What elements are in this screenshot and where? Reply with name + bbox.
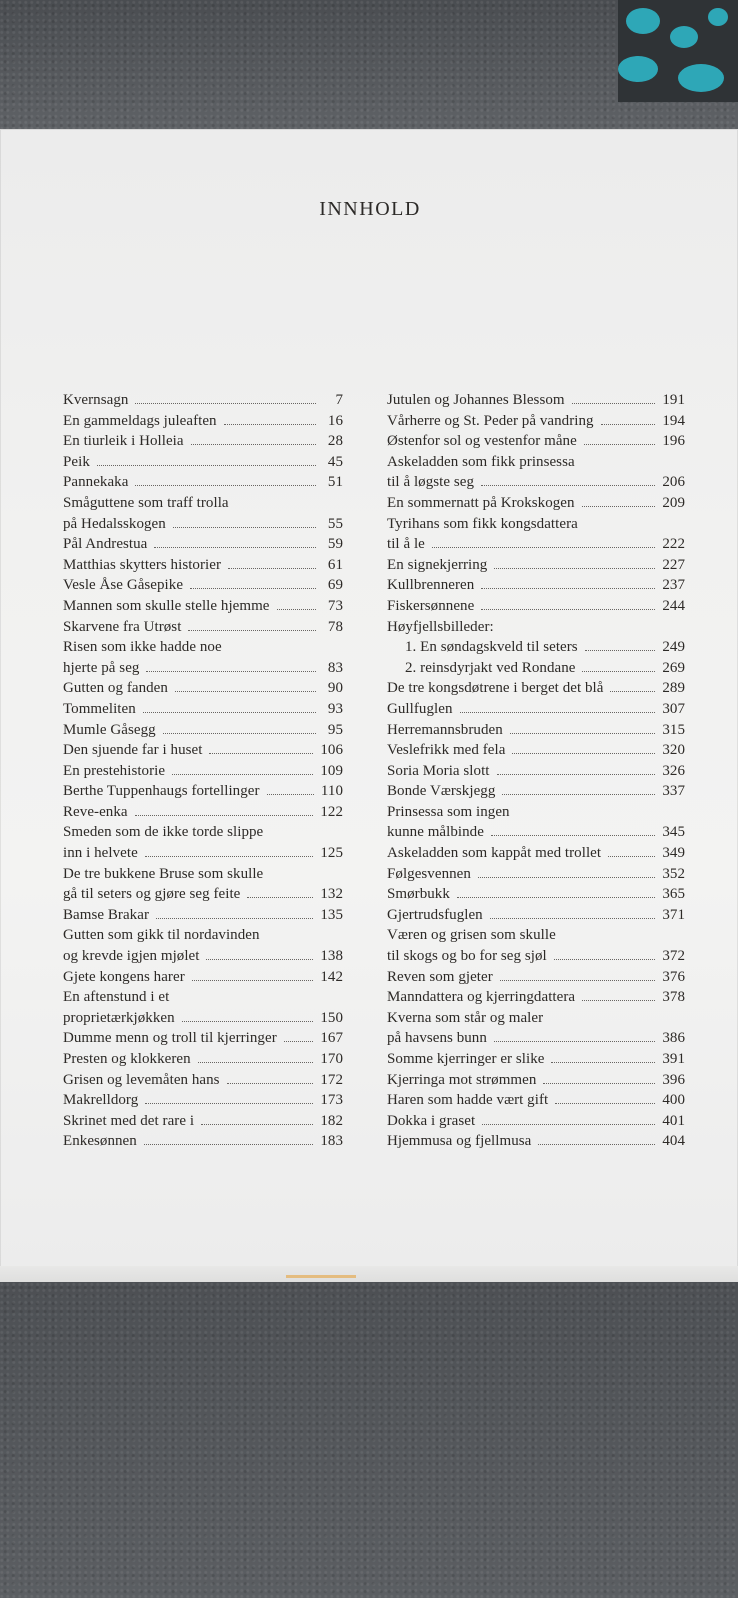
toc-entry-title: En sommernatt på Krokskogen bbox=[387, 494, 575, 511]
toc-entry-page-number: 376 bbox=[662, 968, 685, 985]
toc-entry bbox=[387, 843, 685, 864]
toc-entry-page-number: 45 bbox=[327, 453, 343, 470]
toc-entry bbox=[63, 658, 343, 679]
toc-entry bbox=[387, 431, 685, 452]
toc-leader-dots bbox=[201, 1124, 313, 1125]
toc-entry bbox=[63, 802, 343, 823]
toc-entry bbox=[387, 452, 685, 473]
toc-entry bbox=[63, 905, 343, 926]
toc-entry-title: og krevde igjen mjølet bbox=[63, 948, 200, 965]
toc-entry-title: Gjertrudsfuglen bbox=[387, 906, 483, 923]
teal-pattern-shape bbox=[626, 8, 660, 34]
toc-entry-title: proprietærkjøkken bbox=[63, 1009, 175, 1026]
toc-entry-title: Skrinet med det rare i bbox=[63, 1112, 195, 1129]
toc-entry-page-number: 59 bbox=[327, 536, 343, 553]
toc-leader-dots bbox=[192, 980, 314, 981]
toc-entry bbox=[63, 514, 343, 535]
toc-entry bbox=[63, 411, 343, 432]
toc-entry bbox=[387, 1049, 685, 1070]
toc-entry-page-number: 110 bbox=[320, 783, 343, 800]
toc-entry bbox=[387, 575, 685, 596]
toc-entry-page-number: 150 bbox=[320, 1009, 343, 1026]
toc-entry-title: Reven som gjeter bbox=[387, 968, 493, 985]
toc-entry bbox=[387, 472, 685, 493]
toc-entry bbox=[63, 534, 343, 555]
toc-entry-title: Smørbukk bbox=[387, 886, 450, 903]
toc-leader-dots bbox=[175, 691, 316, 692]
toc-entry-title: Gullfuglen bbox=[387, 700, 453, 717]
toc-entry-title: Kvernsagn bbox=[63, 392, 129, 408]
toc-leader-dots bbox=[481, 485, 655, 486]
toc-entry bbox=[387, 761, 685, 782]
toc-entry-page-number: 404 bbox=[662, 1133, 685, 1150]
toc-entry-page-number: 55 bbox=[327, 515, 343, 532]
toc-leader-dots bbox=[500, 980, 656, 981]
toc-entry bbox=[387, 390, 685, 411]
toc-entry-title: Kjerringa mot strømmen bbox=[387, 1071, 537, 1088]
toc-entry-page-number: 61 bbox=[327, 556, 343, 573]
toc-entry-title: Makrelldorg bbox=[63, 1092, 139, 1109]
toc-entry-page-number: 391 bbox=[662, 1051, 685, 1067]
toc-entry bbox=[63, 452, 343, 473]
toc-entry-page-number: 365 bbox=[662, 886, 685, 903]
toc-leader-dots bbox=[172, 774, 313, 775]
toc-entry-title: Risen som ikke hadde noe bbox=[63, 639, 222, 656]
toc-entry-title: Herremannsbruden bbox=[387, 721, 503, 738]
toc-entry-title: gå til seters og gjøre seg feite bbox=[63, 886, 241, 903]
toc-entry bbox=[63, 1049, 343, 1070]
toc-entry bbox=[387, 658, 685, 679]
fabric-background-bottom bbox=[0, 1282, 738, 1598]
toc-leader-dots bbox=[146, 671, 316, 672]
toc-entry bbox=[63, 637, 343, 658]
toc-leader-dots bbox=[277, 609, 316, 610]
toc-leader-dots bbox=[510, 733, 656, 734]
toc-entry-page-number: 352 bbox=[662, 865, 685, 882]
toc-entry-title: En tiurleik i Holleia bbox=[63, 433, 184, 450]
toc-leader-dots bbox=[551, 1062, 655, 1063]
toc-leader-dots bbox=[156, 918, 313, 919]
toc-entry-title: Dokka i graset bbox=[387, 1112, 476, 1129]
toc-entry-page-number: 289 bbox=[662, 680, 685, 697]
toc-entry-page-number: 78 bbox=[327, 618, 343, 635]
toc-entry-title: Matthias skytters historier bbox=[63, 556, 221, 573]
toc-entry-page-number: 244 bbox=[662, 597, 685, 614]
toc-entry-page-number: 337 bbox=[662, 783, 685, 800]
toc-leader-dots bbox=[497, 774, 656, 775]
toc-leader-dots bbox=[582, 671, 655, 672]
toc-entry bbox=[63, 493, 343, 514]
toc-entry-title: Somme kjerringer er slike bbox=[387, 1051, 545, 1067]
toc-entry bbox=[387, 493, 685, 514]
toc-entry-title: Tyrihans som fikk kongsdattera bbox=[387, 515, 578, 532]
toc-entry-title: på Hedalsskogen bbox=[63, 515, 166, 532]
toc-leader-dots bbox=[584, 444, 656, 445]
toc-entry-page-number: 400 bbox=[662, 1092, 685, 1109]
toc-entry bbox=[387, 720, 685, 741]
toc-entry-page-number: 138 bbox=[320, 948, 343, 965]
toc-entry-title: Enkesønnen bbox=[63, 1133, 137, 1150]
toc-entry bbox=[63, 1008, 343, 1029]
toc-entry-page-number: 182 bbox=[320, 1112, 343, 1129]
toc-entry-title: Dumme menn og troll til kjerringer bbox=[63, 1030, 277, 1047]
toc-entry-page-number: 122 bbox=[320, 803, 343, 820]
toc-leader-dots bbox=[572, 403, 656, 404]
toc-leader-dots bbox=[163, 733, 316, 734]
toc-entry-title: Kverna som står og maler bbox=[387, 1009, 544, 1026]
page-edge bbox=[0, 1266, 738, 1282]
toc-entry bbox=[63, 699, 343, 720]
toc-leader-dots bbox=[247, 897, 313, 898]
toc-entry-title: Mannen som skulle stelle hjemme bbox=[63, 597, 270, 614]
toc-entry bbox=[63, 575, 343, 596]
toc-entry bbox=[63, 1111, 343, 1132]
toc-entry-title: Fiskersønnene bbox=[387, 597, 475, 614]
toc-entry-page-number: 396 bbox=[662, 1071, 685, 1088]
toc-entry-page-number: 386 bbox=[662, 1030, 685, 1047]
toc-entry-title: til skogs og bo for seg sjøl bbox=[387, 948, 547, 965]
teal-pattern-shape bbox=[670, 26, 698, 48]
toc-entry-page-number: 125 bbox=[320, 845, 343, 862]
toc-entry-title: Bonde Værskjegg bbox=[387, 783, 496, 800]
toc-entry-page-number: 372 bbox=[662, 948, 685, 965]
toc-leader-dots bbox=[145, 1103, 313, 1104]
toc-leader-dots bbox=[227, 1083, 314, 1084]
toc-entry-title: Tommeliten bbox=[63, 700, 136, 717]
toc-entry-page-number: 83 bbox=[327, 659, 343, 676]
toc-entry bbox=[387, 534, 685, 555]
toc-entry-page-number: 320 bbox=[662, 742, 685, 759]
toc-leader-dots bbox=[491, 835, 655, 836]
toc-entry-page-number: 109 bbox=[320, 762, 343, 779]
toc-entry-title: inn i helvete bbox=[63, 845, 138, 862]
toc-leader-dots bbox=[432, 547, 655, 548]
toc-leader-dots bbox=[478, 877, 655, 878]
toc-leader-dots bbox=[190, 588, 316, 589]
toc-entry bbox=[63, 946, 343, 967]
toc-entry bbox=[63, 555, 343, 576]
toc-entry-title: 2. reinsdyrjakt ved Rondane bbox=[405, 659, 576, 676]
toc-column-left bbox=[63, 390, 343, 1152]
toc-entry bbox=[387, 1111, 685, 1132]
toc-entry bbox=[387, 905, 685, 926]
toc-leader-dots bbox=[267, 794, 314, 795]
toc-entry-page-number: 378 bbox=[662, 989, 685, 1006]
toc-entry bbox=[387, 678, 685, 699]
toc-entry bbox=[387, 987, 685, 1008]
toc-entry bbox=[63, 822, 343, 843]
toc-entry bbox=[387, 1131, 685, 1152]
toc-entry-title: Høyfjellsbilleder: bbox=[387, 618, 494, 635]
toc-entry-page-number: 170 bbox=[320, 1051, 343, 1067]
toc-entry-title: Veslefrikk med fela bbox=[387, 742, 506, 759]
toc-entry-title: Presten og klokkeren bbox=[63, 1051, 191, 1067]
toc-entry bbox=[387, 740, 685, 761]
toc-entry-page-number: 227 bbox=[662, 556, 685, 573]
toc-leader-dots bbox=[481, 588, 655, 589]
toc-entry-title: Den sjuende far i huset bbox=[63, 742, 203, 759]
toc-entry-title: til å le bbox=[387, 536, 425, 553]
toc-entry-page-number: 371 bbox=[662, 906, 685, 923]
toc-leader-dots bbox=[224, 424, 316, 425]
toc-entry-page-number: 315 bbox=[662, 721, 685, 738]
toc-leader-dots bbox=[143, 712, 316, 713]
toc-entry bbox=[387, 925, 685, 946]
toc-leader-dots bbox=[135, 815, 314, 816]
toc-entry-title: Smeden som de ikke torde slippe bbox=[63, 824, 264, 841]
toc-entry-page-number: 345 bbox=[662, 824, 685, 841]
patterned-cover-corner bbox=[618, 0, 738, 102]
teal-pattern-shape bbox=[618, 56, 658, 82]
toc-entry bbox=[63, 720, 343, 741]
toc-leader-dots bbox=[135, 403, 316, 404]
toc-entry bbox=[387, 781, 685, 802]
toc-leader-dots bbox=[538, 1144, 655, 1145]
toc-leader-dots bbox=[206, 959, 313, 960]
teal-pattern-shape bbox=[708, 8, 728, 26]
toc-entry-title: Gutten og fanden bbox=[63, 680, 168, 697]
toc-entry-page-number: 183 bbox=[320, 1133, 343, 1150]
toc-leader-dots bbox=[481, 609, 655, 610]
toc-entry-page-number: 135 bbox=[320, 906, 343, 923]
toc-entry bbox=[63, 1070, 343, 1091]
toc-entry-page-number: 349 bbox=[662, 845, 685, 862]
toc-entry-title: Haren som hadde vært gift bbox=[387, 1092, 549, 1109]
toc-leader-dots bbox=[610, 691, 655, 692]
toc-entry bbox=[387, 802, 685, 823]
toc-entry bbox=[63, 1090, 343, 1111]
toc-entry-title: De tre bukkene Bruse som skulle bbox=[63, 865, 264, 882]
toc-entry-page-number: 269 bbox=[662, 659, 685, 676]
toc-entry-title: Grisen og levemåten hans bbox=[63, 1071, 220, 1088]
toc-entry-page-number: 307 bbox=[662, 700, 685, 717]
toc-leader-dots bbox=[145, 856, 314, 857]
toc-entry-title: Skarvene fra Utrøst bbox=[63, 618, 182, 635]
toc-leader-dots bbox=[460, 712, 656, 713]
toc-entry bbox=[63, 864, 343, 885]
toc-leader-dots bbox=[97, 465, 316, 466]
toc-entry-page-number: 209 bbox=[662, 494, 685, 511]
toc-leader-dots bbox=[228, 568, 316, 569]
toc-leader-dots bbox=[135, 485, 316, 486]
toc-entry bbox=[387, 411, 685, 432]
toc-entry bbox=[63, 987, 343, 1008]
toc-entry-page-number: 16 bbox=[327, 412, 343, 429]
toc-entry bbox=[387, 1090, 685, 1111]
toc-entry bbox=[63, 925, 343, 946]
toc-entry-title: Prinsessa som ingen bbox=[387, 803, 510, 820]
toc-entry-page-number: 173 bbox=[320, 1092, 343, 1109]
toc-leader-dots bbox=[585, 650, 656, 651]
toc-column-right bbox=[387, 390, 685, 1152]
teal-pattern-shape bbox=[678, 64, 724, 92]
toc-entry-page-number: 222 bbox=[662, 536, 685, 553]
toc-entry-page-number: 237 bbox=[662, 577, 685, 594]
toc-entry bbox=[387, 617, 685, 638]
toc-entry bbox=[63, 761, 343, 782]
toc-entry-title: De tre kongsdøtrene i berget det blå bbox=[387, 680, 604, 697]
toc-leader-dots bbox=[608, 856, 655, 857]
page-title: INNHOLD bbox=[319, 198, 421, 220]
toc-entry bbox=[387, 946, 685, 967]
toc-leader-dots bbox=[494, 1041, 655, 1042]
toc-entry-title: Småguttene som traff trolla bbox=[63, 494, 229, 511]
toc-entry-title: Kullbrenneren bbox=[387, 577, 475, 594]
toc-entry-title: Manndattera og kjerringdattera bbox=[387, 989, 576, 1006]
toc-entry bbox=[63, 843, 343, 864]
toc-entry-title: Pål Andrestua bbox=[63, 536, 148, 553]
toc-leader-dots bbox=[512, 753, 655, 754]
toc-entry-page-number: 167 bbox=[320, 1030, 343, 1047]
toc-entry-title: Reve-enka bbox=[63, 803, 128, 820]
toc-entry-title: på havsens bunn bbox=[387, 1030, 487, 1047]
toc-entry-title: En prestehistorie bbox=[63, 762, 166, 779]
toc-entry-page-number: 326 bbox=[662, 762, 685, 779]
toc-entry-page-number: 401 bbox=[662, 1112, 685, 1129]
toc-entry-title: Bamse Brakar bbox=[63, 906, 149, 923]
toc-entry-page-number: 106 bbox=[320, 742, 343, 759]
toc-leader-dots bbox=[198, 1062, 314, 1063]
toc-entry-title: Østenfor sol og vestenfor måne bbox=[387, 433, 577, 450]
toc-entry bbox=[63, 1131, 343, 1152]
toc-entry bbox=[387, 884, 685, 905]
toc-leader-dots bbox=[284, 1041, 314, 1042]
toc-leader-dots bbox=[543, 1083, 655, 1084]
toc-leader-dots bbox=[482, 1124, 655, 1125]
toc-entry-title: Peik bbox=[63, 453, 90, 470]
toc-leader-dots bbox=[457, 897, 655, 898]
toc-entry-page-number: 172 bbox=[320, 1071, 343, 1088]
toc-entry bbox=[63, 1028, 343, 1049]
toc-leader-dots bbox=[582, 506, 656, 507]
toc-entry-title: 1. En søndagskveld til seters bbox=[405, 639, 578, 656]
toc-entry bbox=[387, 822, 685, 843]
toc-entry-page-number: 191 bbox=[662, 392, 685, 408]
toc-entry-page-number: 206 bbox=[662, 474, 685, 491]
toc-entry-title: Vesle Åse Gåsepike bbox=[63, 577, 184, 594]
toc-leader-dots bbox=[182, 1021, 314, 1022]
toc-entry-title: Gutten som gikk til nordavinden bbox=[63, 927, 260, 944]
toc-entry-title: Berthe Tuppenhaugs fortellinger bbox=[63, 783, 260, 800]
toc-entry bbox=[387, 637, 685, 658]
toc-leader-dots bbox=[191, 444, 316, 445]
toc-entry-title: Pannekaka bbox=[63, 474, 129, 491]
toc-leader-dots bbox=[173, 527, 316, 528]
toc-entry-page-number: 194 bbox=[662, 412, 685, 429]
toc-entry-page-number: 51 bbox=[327, 474, 343, 491]
toc-entry bbox=[63, 431, 343, 452]
toc-entry-title: En gammeldags juleaften bbox=[63, 412, 217, 429]
toc-leader-dots bbox=[554, 959, 656, 960]
toc-entry bbox=[63, 472, 343, 493]
toc-entry-page-number: 93 bbox=[327, 700, 343, 717]
toc-entry bbox=[387, 596, 685, 617]
toc-entry-title: Mumle Gåsegg bbox=[63, 721, 156, 738]
toc-entry bbox=[63, 884, 343, 905]
toc-entry bbox=[387, 514, 685, 535]
toc-entry-page-number: 73 bbox=[327, 597, 343, 614]
toc-entry bbox=[63, 967, 343, 988]
toc-entry-title: Følgesvennen bbox=[387, 865, 471, 882]
toc-leader-dots bbox=[555, 1103, 655, 1104]
toc-entry-title: Hjemmusa og fjellmusa bbox=[387, 1133, 532, 1150]
toc-entry bbox=[387, 864, 685, 885]
toc-entry-title: Soria Moria slott bbox=[387, 762, 490, 779]
toc-entry-page-number: 28 bbox=[327, 433, 343, 450]
toc-entry bbox=[63, 390, 343, 411]
toc-entry-page-number: 142 bbox=[320, 968, 343, 985]
toc-entry bbox=[387, 555, 685, 576]
toc-leader-dots bbox=[144, 1144, 314, 1145]
toc-entry bbox=[387, 1070, 685, 1091]
toc-leader-dots bbox=[209, 753, 313, 754]
toc-entry-title: Vårherre og St. Peder på vandring bbox=[387, 412, 594, 429]
toc-entry-page-number: 90 bbox=[327, 680, 343, 697]
toc-entry-page-number: 95 bbox=[327, 721, 343, 738]
toc-leader-dots bbox=[490, 918, 656, 919]
toc-entry-title: En aftenstund i et bbox=[63, 989, 170, 1006]
toc-entry-title: Askeladden som kappåt med trollet bbox=[387, 845, 602, 862]
toc-entry bbox=[387, 1008, 685, 1029]
toc-entry-title: kunne målbinde bbox=[387, 824, 484, 841]
toc-entry-title: til å løgste seg bbox=[387, 474, 475, 491]
toc-entry-title: Væren og grisen som skulle bbox=[387, 927, 556, 944]
toc-entry bbox=[63, 596, 343, 617]
toc-leader-dots bbox=[154, 547, 316, 548]
toc-entry-page-number: 69 bbox=[327, 577, 343, 594]
toc-leader-dots bbox=[601, 424, 656, 425]
toc-entry-page-number: 249 bbox=[662, 639, 685, 656]
toc-leader-dots bbox=[582, 1000, 655, 1001]
toc-entry-page-number: 132 bbox=[320, 886, 343, 903]
toc-entry bbox=[63, 617, 343, 638]
toc-entry-title: hjerte på seg bbox=[63, 659, 140, 676]
toc-entry bbox=[63, 678, 343, 699]
toc-leader-dots bbox=[188, 630, 316, 631]
toc-entry-page-number: 196 bbox=[662, 433, 685, 450]
toc-entry bbox=[387, 699, 685, 720]
toc-entry-title: Gjete kongens harer bbox=[63, 968, 185, 985]
toc-entry-page-number: 7 bbox=[335, 392, 343, 408]
toc-leader-dots bbox=[494, 568, 655, 569]
toc-entry-title: Askeladden som fikk prinsessa bbox=[387, 453, 575, 470]
toc-entry-title: Jutulen og Johannes Blessom bbox=[387, 392, 565, 408]
toc-entry bbox=[63, 781, 343, 802]
toc-entry bbox=[387, 967, 685, 988]
toc-leader-dots bbox=[502, 794, 655, 795]
toc-entry bbox=[63, 740, 343, 761]
toc-entry-title: En signekjerring bbox=[387, 556, 488, 573]
toc-entry bbox=[387, 1028, 685, 1049]
